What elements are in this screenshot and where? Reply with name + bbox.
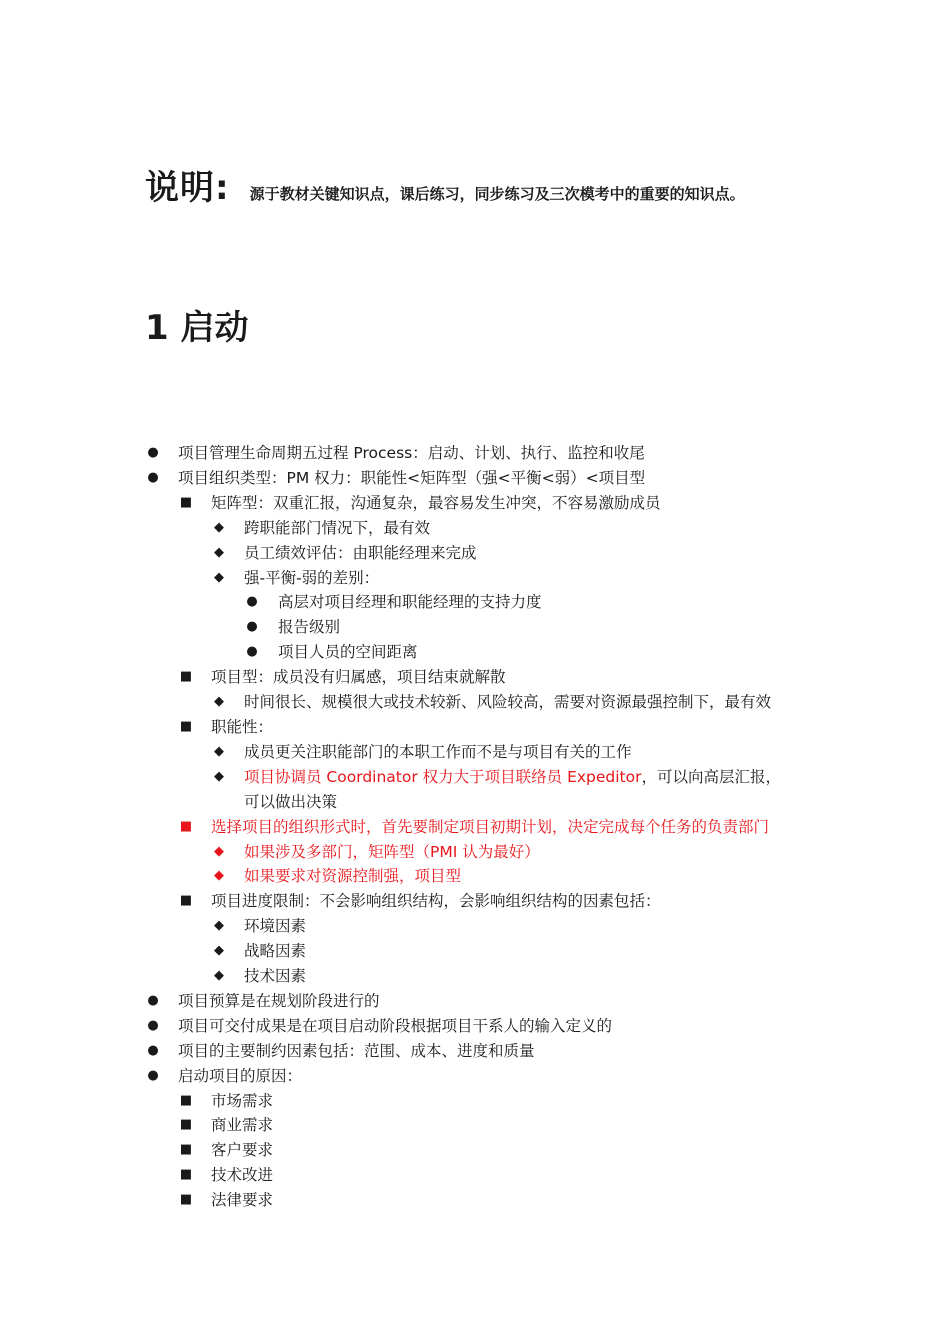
outline-item-text: 成员更关注职能部门的本职工作而不是与项目有关的工作 <box>244 742 632 761</box>
outline-item-text: 跨职能部门情况下，最有效 <box>244 518 431 537</box>
diamond-bullet-icon: ◆ <box>214 968 224 984</box>
outline-item-text: 项目可交付成果是在项目启动阶段根据项目干系人的输入定义的 <box>178 1016 613 1035</box>
outline-item <box>145 466 845 491</box>
outline-item-text: 强-平衡-弱的差别： <box>244 568 380 587</box>
diamond-bullet-icon: ◆ <box>214 544 224 560</box>
diamond-bullet-icon: ◆ <box>214 918 224 934</box>
outline-item-text: 环境因素 <box>244 917 307 936</box>
outline-item-text: 项目管理生命周期五过程 Process：启动、计划、执行、监控和收尾 <box>178 444 645 462</box>
outline-item <box>145 740 845 765</box>
outline-item <box>145 964 845 989</box>
outline-item-text: 法律要求 <box>211 1191 274 1210</box>
diamond-bullet-icon: ◆ <box>214 843 224 859</box>
square-bullet-icon: ■ <box>179 1192 193 1208</box>
outline-item <box>145 690 845 715</box>
outline-item <box>145 1089 845 1114</box>
outline-item <box>145 541 845 566</box>
note-text: 源于教材关键知识点，课后练习，同步练习及三次模考中的重要的知识点。 <box>249 185 745 203</box>
dot-bullet-icon: ● <box>147 445 159 460</box>
outline-list <box>145 441 845 1213</box>
outline-item-text: 战略因素 <box>244 942 307 961</box>
outline-item <box>145 640 845 665</box>
outline-item <box>145 665 845 690</box>
outline-item <box>145 1113 845 1138</box>
square-bullet-icon: ■ <box>179 818 193 834</box>
outline-item-text: 如果要求对资源控制强，项目型 <box>244 867 462 886</box>
dot-bullet-icon: ● <box>147 992 159 1008</box>
square-bullet-icon: ■ <box>179 893 193 909</box>
note-label: 说明: <box>145 168 230 208</box>
square-bullet-icon: ■ <box>179 718 193 734</box>
outline-item <box>145 815 845 840</box>
diamond-bullet-icon: ◆ <box>214 569 224 585</box>
outline-item-continuation: 可以做出决策 <box>244 792 338 811</box>
outline-item-text: 职能性： <box>211 717 274 736</box>
square-bullet-icon: ■ <box>179 1117 193 1133</box>
outline-item-text: 选择项目的组织形式时，首先要制定项目初期计划，决定完成每个任务的负责部门 <box>211 817 770 836</box>
outline-item <box>145 889 845 914</box>
outline-item-text: 高层对项目经理和职能经理的支持力度 <box>278 593 542 612</box>
square-bullet-icon: ■ <box>179 1092 193 1108</box>
outline-item-text: 商业需求 <box>211 1116 274 1135</box>
outline-item-text: 技术改进 <box>211 1166 274 1185</box>
outline-item <box>145 864 845 889</box>
outline-item <box>145 989 845 1014</box>
dot-bullet-icon: ● <box>246 619 258 635</box>
outline-item-highlight: 项目协调员 Coordinator 权力大于项目联络员 Expeditor <box>244 767 642 786</box>
outline-item <box>145 1064 845 1089</box>
outline-item <box>145 516 845 541</box>
note-row <box>145 160 745 209</box>
outline-item-text: 市场需求 <box>211 1091 274 1110</box>
outline-item <box>145 1014 845 1039</box>
dot-bullet-icon: ● <box>147 1042 159 1058</box>
dot-bullet-icon: ● <box>147 1017 159 1033</box>
diamond-bullet-icon: ◆ <box>214 868 224 884</box>
diamond-bullet-icon: ◆ <box>214 768 224 784</box>
outline-item <box>145 615 845 640</box>
outline-item <box>145 914 845 939</box>
outline-item <box>145 1163 845 1188</box>
outline-item-text: 矩阵型：双重汇报，沟通复杂，最容易发生冲突，不容易激励成员 <box>211 493 661 512</box>
outline-item-text: 技术因素 <box>244 967 307 986</box>
diamond-bullet-icon: ◆ <box>214 743 224 759</box>
outline-item <box>145 1188 845 1213</box>
outline-item <box>145 715 845 740</box>
outline-item-text: 客户要求 <box>211 1141 274 1160</box>
dot-bullet-icon: ● <box>246 594 258 610</box>
outline-item-text: 时间很长、规模很大或技术较新、风险较高，需要对资源最强控制下，最有效 <box>244 693 772 712</box>
outline-item <box>145 765 845 815</box>
diamond-bullet-icon: ◆ <box>214 694 224 710</box>
outline-item-text: 员工绩效评估：由职能经理来完成 <box>244 543 477 562</box>
dot-bullet-icon: ● <box>147 469 159 485</box>
outline-item-text: ，可以向高层汇报， <box>641 767 782 786</box>
square-bullet-icon: ■ <box>179 669 193 685</box>
outline-item <box>145 566 845 591</box>
outline-item <box>145 491 845 516</box>
outline-item <box>145 1138 845 1163</box>
outline-item-text: 报告级别 <box>278 618 341 637</box>
outline-item <box>145 441 845 466</box>
outline-item-text: 项目预算是在规划阶段进行的 <box>178 991 380 1010</box>
outline-item-text: 项目人员的空间距离 <box>278 643 418 662</box>
section-title: 1 启动 <box>145 308 249 348</box>
outline-item-text: 项目组织类型：PM 权力：职能性<矩阵型（强<平衡<弱）<项目型 <box>178 468 646 487</box>
square-bullet-icon: ■ <box>179 494 193 510</box>
diamond-bullet-icon: ◆ <box>214 943 224 959</box>
outline-item <box>145 840 845 865</box>
outline-item <box>145 1039 845 1064</box>
square-bullet-icon: ■ <box>179 1142 193 1158</box>
outline-item-text: 项目型：成员没有归属感，项目结束就解散 <box>211 668 506 687</box>
outline-item <box>145 939 845 964</box>
outline-item-text: 如果涉及多部门，矩阵型（PMI 认为最好） <box>244 842 540 861</box>
outline-item <box>145 590 845 615</box>
dot-bullet-icon: ● <box>147 1067 159 1083</box>
square-bullet-icon: ■ <box>179 1167 193 1183</box>
diamond-bullet-icon: ◆ <box>214 519 224 535</box>
outline-item-text: 启动项目的原因： <box>178 1066 303 1085</box>
dot-bullet-icon: ● <box>246 644 258 660</box>
outline-item-text: 项目进度限制：不会影响组织结构，会影响组织结构的因素包括： <box>211 892 661 911</box>
outline-item-text: 项目的主要制约因素包括：范围、成本、进度和质量 <box>178 1041 535 1060</box>
